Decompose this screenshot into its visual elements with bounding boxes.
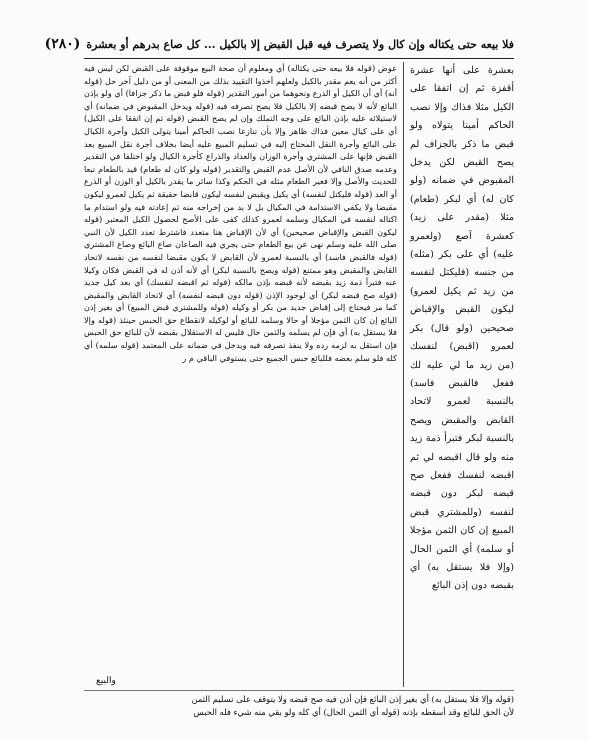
footnote: [84, 690, 514, 719]
commentary-text: عوض (قوله فلا بيعه حتى يكتاله) أي ومعلوم أن صحة البيع موقوفة على القبض لكن ليس فيه أكثر من أنه يعم مقدر بالكيل ولعلهم أخذوا التقييد بذلك من المعنى أو من دليل آخر حل (قوله أنه) أي أن الكيل أو الذرع ونحوهما من أمور التقدير (قوله فلو قبض ما ذكر جزافا) أي ولو بإذن البائع لأنه لا يصح قبضه إلا بالكيل فلا يصح تصرفه فيه (قوله ويدخل المقبوض في ضمانه) أي لاستيلائه عليه بإذن البائع على وجه التملك وإن لم يصح القبض (قوله ثم إن اتفقا على الكيل) أي على كيال معين فذاك ظاهر وإلا بأن تنازعا نصب الحاكم أمينا يتولى الكيل وأجرة الكيال على البائع وأجرة النقل المحتاج إليه في تسليم المبيع عليه أيضا بخلاف أجرة نقل المبيع بعد القبض فإنها على المشتري وأجرة الوزان والعداد والذراع كأجرة الكيال ولو اختلفا في التقدير وعدمه صدق النافي لأن الأصل عدم القبض والتقدير (قوله ولو كان له طعام) قيد بالطعام تبعا للحديث والأصل وإلا فغير الطعام مثله في الحكم وكذا سائر ما يقدر بالكيل أو الوزن أو الذرع أو العد (قوله فليكتل لنفسه) أي يكيل ويقبض لنفسه ليكون قابضا حقيقة ثم يكيل لعمرو ليكون مقبضا ولا يكفي الاستدامة في المكيال بل لا بد من إخراجه منه ثم إعادته فيه ولو استدام ما اكتاله لنفسه في المكيال وسلمه لعمرو كذلك كفى على الأصح لحصول الكيل المعتبر (قوله ليكون القبض والإقباض صحيحين) أي لأن الإقباض هنا متعدد فاشترط تعدد الكيل لأن النبي صلى الله عليه وسلم نهى عن بيع الطعام حتى يجري فيه الصاعان صاع البائع وصاع المشتري (قوله فالقبض فاسد) أي بالنسبة لعمرو لأن القابض لا يكون مقبضا لنفسه من نفسه لاتحاد القابض والمقبض وهو ممتنع (قوله ويصح بالنسبة لبكر) أي لأنه أذن له في القبض فكان وكيلا عنه فتبرأ ذمة زيد بقبضه لأنه قبضه بإذن مالكه (قوله ثم اقبضه لنفسك) أي بعد كيل جديد (قوله صح قبضه لبكر) أي لوجود الإذن (قوله دون قبضه لنفسه) أي لاتحاد القابض والمقبض كما مر فيحتاج إلى إقباض جديد من بكر أو وكيله (قوله وللمشتري قبض المبيع) أي بغير إذن البائع إن كان الثمن مؤجلا أو حالا وسلمه للبائع أو لوكيله لانقطاع حق الحبس حينئذ (قوله وإلا فلا يستقل به) أي فإن لم يسلمه والثمن حال فليس له الاستقلال بقبضه لأن للبائع حق الحبس فإن استقل به لزمه رده ولا ينفذ تصرفه فيه ويدخل في ضمانه على المعتمد (قوله سلمه) أي كله فلو سلم بعضه فللبائع حبس الجميع حتى يستوفي الباقي م ر: [84, 63, 397, 363]
catchword: والبيع: [96, 676, 116, 686]
page-number: (٢٨٠): [44, 36, 81, 52]
footnote-line-1: (قوله وإلا فلا يستقل به) أي بغير إذن البائع فإن أذن فيه صح قبضه ولا يتوقف على تسليم الثمن: [191, 694, 514, 704]
page-header: [44, 30, 514, 59]
running-head: فلا بيعه حتى يكتاله وإن كال ولا يتصرف فيه قبل القبض إلا بالكيل ... كل صاع بدرهم أو بعشرة: [86, 37, 514, 51]
footnote-line-2: لأن الحق للبائع وقد أسقطه بإذنه (قوله أي الثمن الحال) أي كله ولو بقي منه شيء فله الحبس: [193, 707, 514, 717]
page-body: [84, 62, 514, 687]
matn-text: بعشرة على أنها عشرة أقفزة ثم إن اتفقا على الكيل مثلا فذاك وإلا نصب الحاكم أمينا يتولاه ولو قبض ما ذكر بالجزاف لم يصح القبض لكن يدخل المقبوض في ضمانه (ولو كان له) أي لبكر (طعام) مثلا (مقدر على زيد) كعشرة آصع (ولعمرو عليه) أي على بكر (مثله) من جنسه (فليكتل لنفسه من زيد ثم يكيل لعمرو) ليكون القبض والإقباض صحيحين (ولو قال) بكر لعمرو (اقبض) لنفسك (من زيد ما لي عليه لك ففعل فالقبض فاسد) بالنسبة لعمرو لاتحاد القابض والمقبض ويصح بالنسبة لبكر فتبرأ ذمة زيد منه ولو قال اقبضه لي ثم اقبضه لنفسك ففعل صح قبضه لبكر دون قبضه لنفسه (وللمشتري قبض المبيع إن كان الثمن مؤجلا أو سلمه) أي الثمن الحال (وإلا فلا يستقل به) أي بقبضه دون إذن البائع: [410, 65, 514, 592]
commentary-column: [84, 62, 403, 687]
matn-column: [403, 62, 514, 687]
